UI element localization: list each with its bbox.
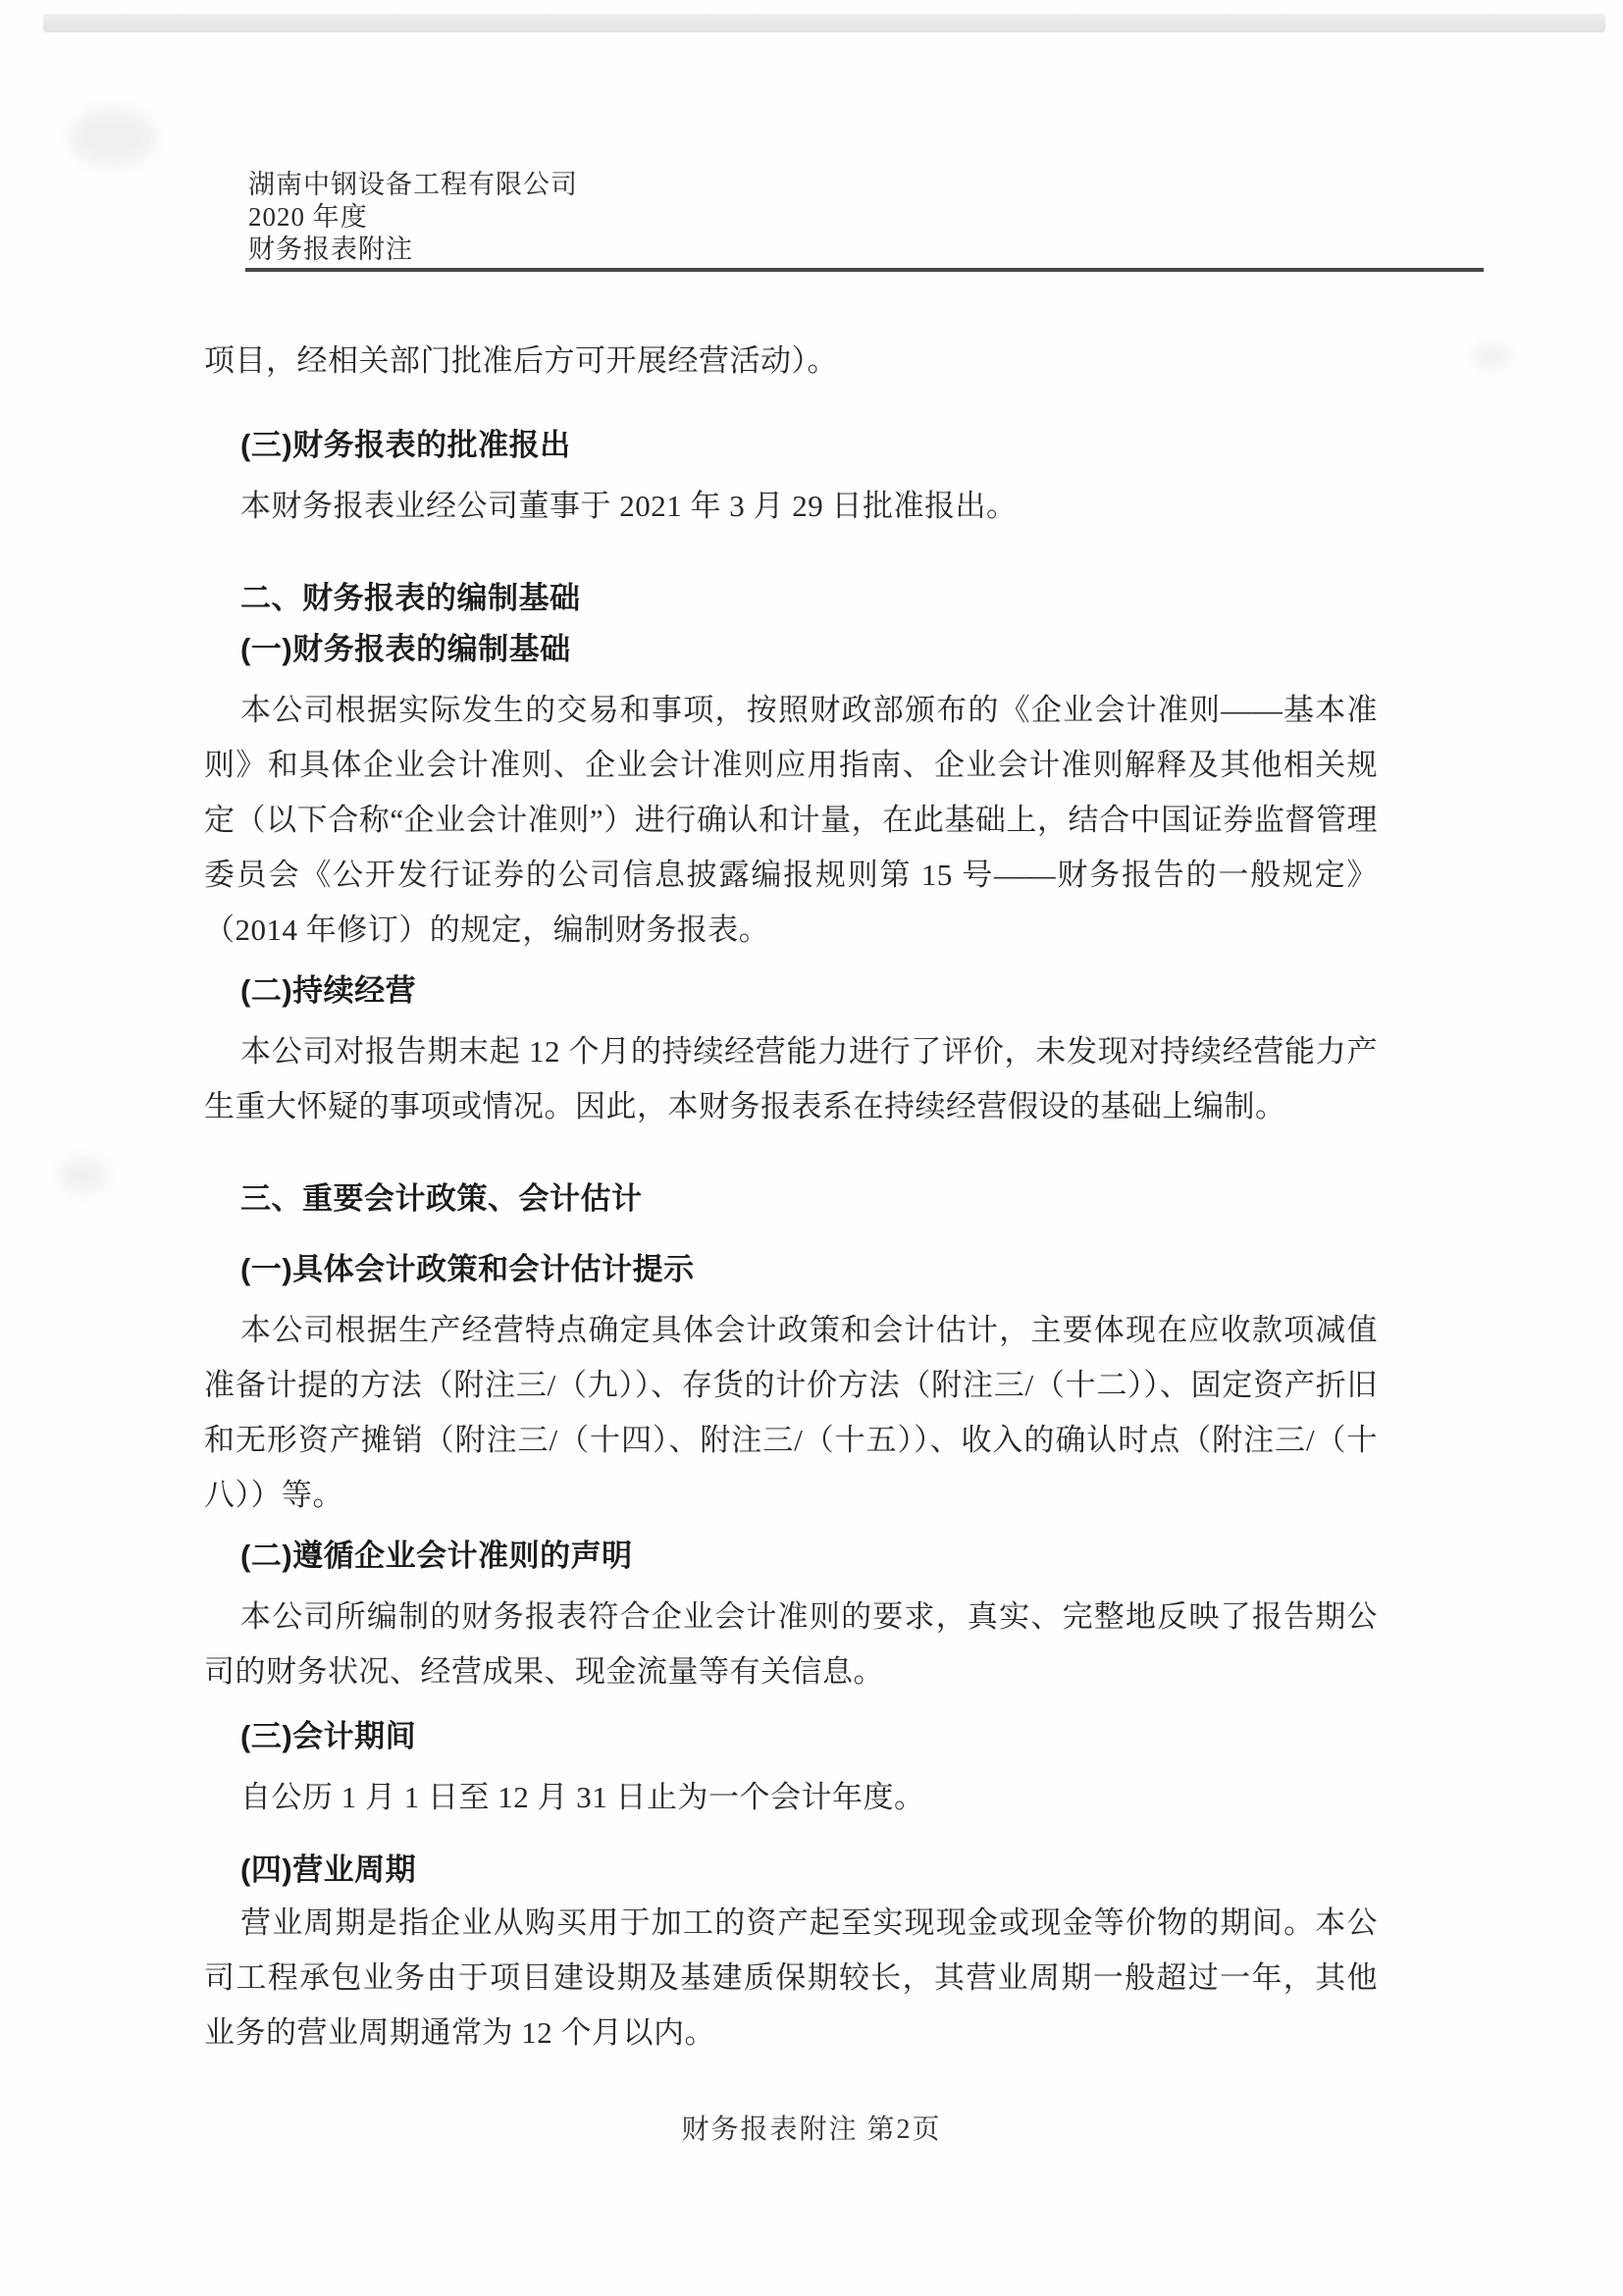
heading-section-3-policies: 三、重要会计政策、会计估计 bbox=[240, 1181, 643, 1216]
header-divider bbox=[245, 268, 1484, 272]
scan-smudge bbox=[59, 1158, 108, 1193]
scan-artifact-strip bbox=[43, 14, 1605, 32]
scan-smudge bbox=[1472, 343, 1511, 369]
company-name: 湖南中钢设备工程有限公司 bbox=[248, 170, 578, 199]
scan-smudge bbox=[69, 108, 157, 167]
paragraph-specific-policies: 本公司根据生产经营特点确定具体会计政策和会计估计，主要体现在应收款项减值准备计提的方法（附注三/（九））、存货的计价方法（附注三/（十二））、固定资产折旧和无形资产摊销（附注三/（十四）、附注三/（十五））、收入的确认时点（附注三/（十八））等。 bbox=[204, 1313, 1378, 1512]
paragraph-operating-cycle: 营业周期是指企业从购买用于加工的资产起至实现现金或现金等价物的期间。本公司工程承包业务由于项目建设期及基建质保期较长，其营业周期一般超过一年，其他业务的营业周期通常为 12 个月以内。 bbox=[204, 1905, 1378, 2050]
notes-body bbox=[204, 334, 1378, 2061]
page-footer bbox=[0, 2108, 1623, 2147]
doc-title: 财务报表附注 bbox=[248, 235, 413, 264]
paragraph-approval-date: 本财务报表业经公司董事于 2021 年 3 月 29 日批准报出。 bbox=[240, 489, 1018, 523]
heading-specific-policies-note: (一)具体会计政策和会计估计提示 bbox=[240, 1252, 695, 1286]
paragraph-business-scope-continuation: 项目，经相关部门批准后方可开展经营活动）。 bbox=[204, 343, 838, 378]
paragraph-accounting-period: 自公历 1 月 1 日至 12 月 31 日止为一个会计年度。 bbox=[240, 1780, 925, 1814]
paragraph-preparation-basis: 本公司根据实际发生的交易和事项，按照财政部颁布的《企业会计准则——基本准则》和具体企业会计准则、企业会计准则应用指南、企业会计准则解释及其他相关规定（以下合称“企业会计准则”）进行确认和计量，在此基础上，结合中国证券监督管理委员会《公开发行证券的公司信息披露编报规则第 15 号——财务报告的一般规定》（2014 年修订）的规定，编制财务报表。 bbox=[204, 693, 1378, 947]
page-number-label: 财务报表附注 第2页 bbox=[681, 2114, 942, 2145]
heading-preparation-basis: (一)财务报表的编制基础 bbox=[240, 632, 571, 666]
fiscal-year: 2020 年度 bbox=[248, 202, 368, 232]
paragraph-compliance-statement: 本公司所编制的财务报表符合企业会计准则的要求，真实、完整地反映了报告期公司的财务状况、经营成果、现金流量等有关信息。 bbox=[204, 1599, 1378, 1689]
heading-accounting-period: (三)会计期间 bbox=[240, 1719, 417, 1753]
paragraph-going-concern: 本公司对报告期末起 12 个月的持续经营能力进行了评价，未发现对持续经营能力产生重大怀疑的事项或情况。因此，本财务报表系在持续经营假设的基础上编制。 bbox=[204, 1034, 1378, 1123]
report-header bbox=[248, 169, 578, 266]
heading-going-concern: (二)持续经营 bbox=[240, 973, 417, 1008]
heading-compliance-statement: (二)遵循企业会计准则的声明 bbox=[240, 1539, 633, 1573]
heading-approval-of-statements: (三)财务报表的批准报出 bbox=[240, 428, 571, 462]
heading-section-2-basis: 二、财务报表的编制基础 bbox=[240, 581, 581, 615]
heading-operating-cycle: (四)营业周期 bbox=[240, 1852, 417, 1887]
